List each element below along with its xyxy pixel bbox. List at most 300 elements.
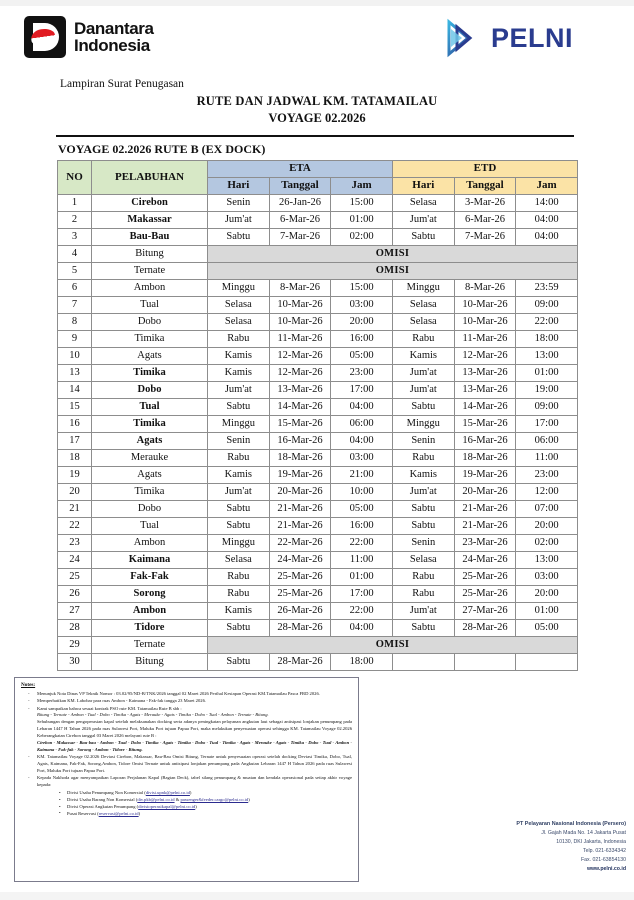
cell-etd-tanggal: 7-Mar-26 <box>454 229 516 246</box>
cell-pelabuhan: Tual <box>92 399 208 416</box>
cell-eta-tanggal: 21-Mar-26 <box>269 501 331 518</box>
header-etd-tanggal: Tanggal <box>454 178 516 195</box>
cell-etd-tanggal: 28-Mar-26 <box>454 620 516 637</box>
cell-eta-tanggal: 7-Mar-26 <box>269 229 331 246</box>
cell-eta-hari: Kamis <box>208 603 270 620</box>
cell-eta-hari: Sabtu <box>208 501 270 518</box>
cell-eta-hari: Kamis <box>208 467 270 484</box>
notes-recipient-list <box>37 790 352 818</box>
cell-etd-jam: 19:00 <box>516 382 578 399</box>
cell-etd-tanggal: 15-Mar-26 <box>454 416 516 433</box>
cell-pelabuhan: Makassar <box>92 212 208 229</box>
cell-etd-jam: 13:00 <box>516 552 578 569</box>
cell-eta-jam: 20:00 <box>331 314 393 331</box>
footer-fax: Fax. 021-63854130 <box>581 857 626 864</box>
cell-no: 9 <box>58 331 92 348</box>
cell-pelabuhan: Tual <box>92 518 208 535</box>
cell-eta-tanggal: 14-Mar-26 <box>269 399 331 416</box>
cell-etd-jam: 04:00 <box>516 229 578 246</box>
header-row-group <box>58 161 578 178</box>
cell-etd-hari: Rabu <box>392 586 454 603</box>
cell-eta-jam: 05:00 <box>331 501 393 518</box>
note-item-4 <box>21 754 352 775</box>
cell-eta-tanggal: 26-Jan-26 <box>269 195 331 212</box>
header-eta-jam: Jam <box>331 178 393 195</box>
cell-etd-hari: Sabtu <box>392 399 454 416</box>
cell-etd-jam: 01:00 <box>516 603 578 620</box>
cell-etd-jam: 07:00 <box>516 501 578 518</box>
header-pelabuhan: PELABUHAN <box>92 161 208 195</box>
table-row <box>58 416 578 433</box>
recipient-email-secondary[interactable]: passenger&feeder.cargo@pelni.co.id <box>180 797 249 803</box>
cell-omisi: OMISI <box>208 246 578 263</box>
cell-eta-hari: Kamis <box>208 348 270 365</box>
cell-pelabuhan: Timika <box>92 484 208 501</box>
recipient-item: • Divisi Operasi Angkutan Penumpang (divisioperasikapal@pelni.co.id) <box>59 804 352 811</box>
header-eta-hari: Hari <box>208 178 270 195</box>
table-row <box>58 212 578 229</box>
cell-eta-tanggal: 25-Mar-26 <box>269 586 331 603</box>
cell-etd-tanggal: 21-Mar-26 <box>454 501 516 518</box>
cell-no: 16 <box>58 416 92 433</box>
header-etd: ETD <box>392 161 577 178</box>
cell-etd-hari: Sabtu <box>392 229 454 246</box>
cell-pelabuhan: Dobo <box>92 382 208 399</box>
cell-eta-jam: 03:00 <box>331 450 393 467</box>
cell-pelabuhan: Dobo <box>92 314 208 331</box>
notes-box <box>14 677 359 882</box>
cell-etd-tanggal: 8-Mar-26 <box>454 280 516 297</box>
recipient-email[interactable]: reservasi@pelni.co.id <box>98 810 139 816</box>
danantara-wordmark-line1: Danantara <box>74 18 154 38</box>
cell-etd-hari: Senin <box>392 535 454 552</box>
cell-eta-jam: 05:00 <box>331 348 393 365</box>
cell-eta-tanggal: 20-Mar-26 <box>269 484 331 501</box>
note-item-3-body: Sehubungan dengan pengoperasian kapal setelah melaksanakan docking serta adanya peningkatan pelayanan angkutan laut sebagai antisipasi lonjakan penumpang pada Lebaran 1447 H Tahun 2026 pada ruas Sulawesi Port, Maluku Port tujuan Papua Port, maka melakukan penyesuaian operasi sehingga KM. Tatamailau Voyage 02.2026 Keberangkatan Cirebon tanggal 03 Maret 2026 melayani rute B : <box>37 719 352 739</box>
cell-etd-jam: 23:00 <box>516 467 578 484</box>
cell-no: 23 <box>58 535 92 552</box>
note-item-3 <box>21 706 352 754</box>
cell-etd-hari: Senin <box>392 433 454 450</box>
cell-eta-tanggal: 10-Mar-26 <box>269 314 331 331</box>
cell-etd-jam: 17:00 <box>516 416 578 433</box>
cell-etd-tanggal: 10-Mar-26 <box>454 314 516 331</box>
cell-no: 17 <box>58 433 92 450</box>
cell-eta-hari: Minggu <box>208 280 270 297</box>
cell-etd-hari: Selasa <box>392 552 454 569</box>
recipient-label: Divisi Usaha Penumpang Non Komersial <box>67 790 144 796</box>
table-row <box>58 450 578 467</box>
cell-no: 27 <box>58 603 92 620</box>
cell-etd-hari: Rabu <box>392 450 454 467</box>
cell-eta-hari: Selasa <box>208 552 270 569</box>
cell-etd-hari: Rabu <box>392 331 454 348</box>
cell-etd-tanggal: 19-Mar-26 <box>454 467 516 484</box>
cell-pelabuhan: Bau-Bau <box>92 229 208 246</box>
danantara-mark-icon <box>24 16 66 58</box>
cell-eta-tanggal: 6-Mar-26 <box>269 212 331 229</box>
cell-pelabuhan: Kaimana <box>92 552 208 569</box>
page-bottom-edge <box>0 892 634 900</box>
table-row <box>58 603 578 620</box>
cell-pelabuhan: Bitung <box>92 246 208 263</box>
cell-etd-tanggal: 21-Mar-26 <box>454 518 516 535</box>
cell-eta-jam: 21:00 <box>331 467 393 484</box>
footer-company: PT Pelayaran Nasional Indonesia (Persero) <box>516 821 626 827</box>
cell-eta-jam: 16:00 <box>331 518 393 535</box>
cell-pelabuhan: Tual <box>92 297 208 314</box>
cell-eta-hari: Jum'at <box>208 484 270 501</box>
cell-etd-hari: Selasa <box>392 195 454 212</box>
cell-eta-hari: Minggu <box>208 535 270 552</box>
cell-eta-jam: 04:00 <box>331 399 393 416</box>
cell-eta-hari: Sabtu <box>208 654 270 671</box>
cell-etd-jam: 18:00 <box>516 331 578 348</box>
recipient-label: Pusat Reservasi <box>67 810 96 816</box>
cell-pelabuhan: Fak-Fak <box>92 569 208 586</box>
cell-no: 5 <box>58 263 92 280</box>
cell-eta-jam: 17:00 <box>331 586 393 603</box>
cell-no: 24 <box>58 552 92 569</box>
voyage-route-heading: VOYAGE 02.2026 RUTE B (EX DOCK) <box>58 142 266 156</box>
footer-address <box>416 820 626 874</box>
cell-eta-tanggal: 19-Mar-26 <box>269 467 331 484</box>
cell-pelabuhan: Ambon <box>92 535 208 552</box>
cell-pelabuhan: Dobo <box>92 501 208 518</box>
cell-pelabuhan: Agats <box>92 348 208 365</box>
cell-etd-jam: 23:59 <box>516 280 578 297</box>
table-row <box>58 246 578 263</box>
cell-etd-tanggal <box>454 654 516 671</box>
cell-no: 10 <box>58 348 92 365</box>
cell-etd-hari: Jum'at <box>392 603 454 620</box>
cell-etd-hari: Selasa <box>392 297 454 314</box>
cell-etd-hari: Jum'at <box>392 365 454 382</box>
table-row <box>58 348 578 365</box>
note-item-2-text: Memperhatikan KM. Labobar para ruas Ambon - Kaimana - Fak-fak tangga 23 Maret 2026. <box>37 698 207 704</box>
cell-eta-tanggal: 22-Mar-26 <box>269 535 331 552</box>
cell-etd-jam: 14:00 <box>516 195 578 212</box>
table-row <box>58 518 578 535</box>
recipient-email-separator: & <box>175 797 180 803</box>
cell-eta-tanggal: 25-Mar-26 <box>269 569 331 586</box>
cell-pelabuhan: Timika <box>92 365 208 382</box>
table-row <box>58 280 578 297</box>
recipient-item: • Pusat Reservasi (reservasi@pelni.co.id) <box>59 811 352 818</box>
cell-no: 4 <box>58 246 92 263</box>
cell-no: 21 <box>58 501 92 518</box>
cell-etd-hari: Minggu <box>392 416 454 433</box>
recipient-label: Divisi Usaha Barang Non Komersial <box>67 797 135 803</box>
pelni-logo <box>444 18 573 58</box>
cell-etd-jam: 03:00 <box>516 569 578 586</box>
recipient-item: • Divisi Usaha Penumpang Non Komersial (divisi.upnk@pelni.co.id) <box>59 790 352 797</box>
cell-eta-jam: 11:00 <box>331 552 393 569</box>
cell-eta-tanggal: 15-Mar-26 <box>269 416 331 433</box>
cell-etd-jam: 02:00 <box>516 535 578 552</box>
cell-eta-jam: 06:00 <box>331 416 393 433</box>
logo-row <box>0 0 634 74</box>
table-row <box>58 467 578 484</box>
cell-no: 18 <box>58 450 92 467</box>
cell-eta-jam: 01:00 <box>331 212 393 229</box>
lampiran-label: Lampiran Surat Penugasan <box>60 78 184 90</box>
footer-website[interactable]: www.pelni.co.id <box>586 866 626 873</box>
notes-list <box>21 691 352 818</box>
cell-eta-hari: Senin <box>208 433 270 450</box>
recipient-item: • Divisi Usaha Barang Non Komersial (div.pkb@pelni.co.id & passenger&feeder.cargo@pelni.co.id) <box>59 797 352 804</box>
cell-pelabuhan: Timika <box>92 331 208 348</box>
cell-pelabuhan: Cirebon <box>92 195 208 212</box>
header-etd-hari: Hari <box>392 178 454 195</box>
cell-pelabuhan: Merauke <box>92 450 208 467</box>
cell-eta-hari: Rabu <box>208 331 270 348</box>
cell-eta-hari: Jum'at <box>208 382 270 399</box>
cell-no: 30 <box>58 654 92 671</box>
pelni-mark-icon <box>444 18 484 58</box>
cell-eta-tanggal: 16-Mar-26 <box>269 433 331 450</box>
cell-etd-hari: Jum'at <box>392 484 454 501</box>
recipient-label: Divisi Operasi Angkutan Penumpang <box>67 804 136 810</box>
cell-eta-tanggal: 10-Mar-26 <box>269 297 331 314</box>
cell-eta-hari: Sabtu <box>208 399 270 416</box>
cell-eta-jam: 15:00 <box>331 280 393 297</box>
table-row <box>58 620 578 637</box>
pelni-wordmark: PELNI <box>491 22 574 53</box>
cell-eta-tanggal: 8-Mar-26 <box>269 280 331 297</box>
cell-eta-tanggal: 28-Mar-26 <box>269 620 331 637</box>
note-item-1-text: Menunjuk Nota Dinas VP Teknik Nomor : 03.02/95/ND-B/TNK/2026 tanggal 02 Maret 2026 Perihal Kesiapan Operasi KM.Tatamailau Pasca FRD 2026. <box>37 690 320 696</box>
table-row <box>58 433 578 450</box>
recipient-email[interactable]: divisi.upnk@pelni.co.id <box>145 790 190 796</box>
cell-no: 22 <box>58 518 92 535</box>
danantara-logo <box>24 16 154 58</box>
cell-etd-hari: Rabu <box>392 569 454 586</box>
cell-eta-jam: 04:00 <box>331 433 393 450</box>
cell-etd-tanggal: 13-Mar-26 <box>454 365 516 382</box>
cell-etd-jam: 05:00 <box>516 620 578 637</box>
cell-eta-hari: Senin <box>208 195 270 212</box>
cell-eta-tanggal: 24-Mar-26 <box>269 552 331 569</box>
table-row <box>58 195 578 212</box>
cell-pelabuhan: Ternate <box>92 263 208 280</box>
cell-no: 13 <box>58 365 92 382</box>
cell-etd-jam: 20:00 <box>516 586 578 603</box>
cell-eta-tanggal: 12-Mar-26 <box>269 348 331 365</box>
cell-etd-tanggal: 12-Mar-26 <box>454 348 516 365</box>
cell-etd-jam: 09:00 <box>516 399 578 416</box>
cell-eta-tanggal: 26-Mar-26 <box>269 603 331 620</box>
cell-etd-hari <box>392 654 454 671</box>
cell-etd-tanggal: 3-Mar-26 <box>454 195 516 212</box>
footer-address-line1: Jl. Gajah Mada No. 14 Jakarta Pusat <box>541 830 626 837</box>
table-row <box>58 229 578 246</box>
cell-pelabuhan: Ambon <box>92 280 208 297</box>
cell-etd-tanggal: 10-Mar-26 <box>454 297 516 314</box>
note-item-1 <box>21 691 352 698</box>
cell-eta-jam: 04:00 <box>331 620 393 637</box>
cell-pelabuhan: Timika <box>92 416 208 433</box>
cell-no: 19 <box>58 467 92 484</box>
note-item-5 <box>21 775 352 817</box>
cell-eta-hari: Jum'at <box>208 212 270 229</box>
schedule-table-head <box>58 161 578 195</box>
cell-no: 8 <box>58 314 92 331</box>
cell-etd-hari: Sabtu <box>392 518 454 535</box>
table-row <box>58 263 578 280</box>
header-eta-tanggal: Tanggal <box>269 178 331 195</box>
cell-eta-hari: Kamis <box>208 365 270 382</box>
cell-etd-hari: Sabtu <box>392 620 454 637</box>
document-subtitle: VOYAGE 02.2026 <box>268 111 366 125</box>
cell-etd-jam: 04:00 <box>516 212 578 229</box>
cell-eta-jam: 16:00 <box>331 331 393 348</box>
cell-eta-jam: 03:00 <box>331 297 393 314</box>
cell-no: 20 <box>58 484 92 501</box>
cell-no: 7 <box>58 297 92 314</box>
cell-eta-hari: Minggu <box>208 416 270 433</box>
cell-pelabuhan: Agats <box>92 467 208 484</box>
cell-etd-tanggal: 27-Mar-26 <box>454 603 516 620</box>
cell-etd-jam: 06:00 <box>516 433 578 450</box>
cell-eta-tanggal: 12-Mar-26 <box>269 365 331 382</box>
header-no: NO <box>58 161 92 195</box>
cell-etd-hari: Kamis <box>392 348 454 365</box>
cell-etd-hari: Minggu <box>392 280 454 297</box>
table-row <box>58 654 578 671</box>
cell-eta-hari: Rabu <box>208 569 270 586</box>
cell-no: 26 <box>58 586 92 603</box>
cell-etd-jam: 12:00 <box>516 484 578 501</box>
cell-omisi: OMISI <box>208 637 578 654</box>
document-title: RUTE DAN JADWAL KM. TATAMAILAU <box>196 94 438 108</box>
note-item-3-route-pso: Bitung - Ternate - Ambon - Tual - Dobo - Timika - Agats - Merauke - Agats - Timika - Dobo - Tual - Ambon - Ternate - Bitung. <box>37 712 269 718</box>
table-row <box>58 365 578 382</box>
cell-no: 6 <box>58 280 92 297</box>
cell-eta-tanggal: 13-Mar-26 <box>269 382 331 399</box>
cell-etd-tanggal: 6-Mar-26 <box>454 212 516 229</box>
title-divider <box>56 135 574 137</box>
cell-etd-tanggal: 24-Mar-26 <box>454 552 516 569</box>
cell-etd-jam <box>516 654 578 671</box>
table-row <box>58 331 578 348</box>
cell-eta-hari: Rabu <box>208 586 270 603</box>
cell-eta-hari: Sabtu <box>208 229 270 246</box>
cell-etd-jam: 22:00 <box>516 314 578 331</box>
cell-etd-hari: Kamis <box>392 467 454 484</box>
cell-eta-tanggal: 21-Mar-26 <box>269 518 331 535</box>
cell-eta-jam: 10:00 <box>331 484 393 501</box>
cell-eta-hari: Rabu <box>208 450 270 467</box>
note-item-5-text: Kepada Nakhoda agar menyampaikan Laporan Perjalanan Kapal (Bagian Deck), tabel silang penumpang & muatan dan kendala operasional pada setiap akhir voyage kepada: <box>37 775 352 788</box>
recipient-email[interactable]: div.pkb@pelni.co.id <box>137 797 175 803</box>
cell-pelabuhan: Ternate <box>92 637 208 654</box>
cell-etd-jam: 11:00 <box>516 450 578 467</box>
cell-pelabuhan: Ambon <box>92 603 208 620</box>
cell-no: 14 <box>58 382 92 399</box>
cell-no: 15 <box>58 399 92 416</box>
note-item-4-text: KM. Tatamailau Voyage 02.2026 Deviasi Cirebon, Makassar, Bau-Bau Omisi Bitung, Ternate untuk penyesuaian operasi setelah docking Deviasi Timika, Dobo, Tual, Agats, Kaimana, Fak-Fak, Sorong,Ambon, Tidore Omisi Ternate untuk antisipasi lonjakan penumpang pada Angkutan Lebaran 1447 H Tahun 2026 pada ruas Sulawesi Port, Maluku Port tujuan Papua Port. <box>37 754 352 774</box>
table-row <box>58 535 578 552</box>
schedule-table-body <box>58 195 578 671</box>
schedule-table <box>57 160 578 671</box>
cell-eta-jam: 01:00 <box>331 569 393 586</box>
cell-etd-tanggal: 16-Mar-26 <box>454 433 516 450</box>
table-row <box>58 314 578 331</box>
cell-etd-tanggal: 18-Mar-26 <box>454 450 516 467</box>
table-row <box>58 637 578 654</box>
table-row <box>58 552 578 569</box>
cell-no: 2 <box>58 212 92 229</box>
cell-etd-jam: 13:00 <box>516 348 578 365</box>
footer-telephone: Telp. 021-6334342 <box>583 848 626 855</box>
danantara-wordmark <box>74 20 154 55</box>
table-row <box>58 501 578 518</box>
cell-etd-tanggal: 11-Mar-26 <box>454 331 516 348</box>
cell-etd-hari: Selasa <box>392 314 454 331</box>
cell-etd-hari: Jum'at <box>392 382 454 399</box>
notes-title: Notes: <box>21 682 36 688</box>
cell-no: 29 <box>58 637 92 654</box>
cell-omisi: OMISI <box>208 263 578 280</box>
note-item-3-route-new: Cirebon - Makassar - Bau-bau - Ambon - Tual - Dobo - Timika - Agats - Timika - Dobo - Tual - Timika - Agats - Merauke - Agats - Timika - Dobo - Tual - Ambon - Kaimana - Fak-fak - Sorong - Ambon - Tidore - Bitung. <box>37 740 352 752</box>
cell-eta-jam: 02:00 <box>331 229 393 246</box>
cell-etd-jam: 01:00 <box>516 365 578 382</box>
cell-etd-jam: 20:00 <box>516 518 578 535</box>
cell-no: 3 <box>58 229 92 246</box>
cell-pelabuhan: Sorong <box>92 586 208 603</box>
cell-etd-tanggal: 13-Mar-26 <box>454 382 516 399</box>
cell-eta-jam: 22:00 <box>331 535 393 552</box>
cell-eta-tanggal: 11-Mar-26 <box>269 331 331 348</box>
table-row <box>58 484 578 501</box>
note-item-3-lead: Kami sampaikan bahwa sesuai kontrak PSO rute KM. Tatamailau Rute B sbb : <box>37 705 182 711</box>
cell-eta-hari: Selasa <box>208 297 270 314</box>
recipient-email[interactable]: divisioperasikapal@pelni.co.id <box>138 804 196 810</box>
title-block <box>0 74 634 126</box>
cell-etd-hari: Jum'at <box>392 212 454 229</box>
table-row <box>58 399 578 416</box>
cell-eta-jam: 18:00 <box>331 654 393 671</box>
cell-pelabuhan: Tidore <box>92 620 208 637</box>
table-row <box>58 297 578 314</box>
table-row <box>58 569 578 586</box>
cell-eta-tanggal: 28-Mar-26 <box>269 654 331 671</box>
cell-eta-jam: 23:00 <box>331 365 393 382</box>
cell-eta-tanggal: 18-Mar-26 <box>269 450 331 467</box>
cell-pelabuhan: Bitung <box>92 654 208 671</box>
table-row <box>58 586 578 603</box>
danantara-wordmark-line2: Indonesia <box>74 36 150 55</box>
cell-etd-hari: Sabtu <box>392 501 454 518</box>
table-row <box>58 382 578 399</box>
note-item-2 <box>21 698 352 705</box>
cell-no: 1 <box>58 195 92 212</box>
header-etd-jam: Jam <box>516 178 578 195</box>
cell-no: 28 <box>58 620 92 637</box>
cell-eta-jam: 17:00 <box>331 382 393 399</box>
footer-address-line2: 10130, DKI Jakarta, Indonesia <box>556 839 626 846</box>
cell-eta-jam: 22:00 <box>331 603 393 620</box>
cell-etd-jam: 09:00 <box>516 297 578 314</box>
cell-eta-hari: Selasa <box>208 314 270 331</box>
cell-pelabuhan: Agats <box>92 433 208 450</box>
cell-etd-tanggal: 25-Mar-26 <box>454 586 516 603</box>
cell-etd-tanggal: 20-Mar-26 <box>454 484 516 501</box>
header-eta: ETA <box>208 161 393 178</box>
cell-eta-hari: Sabtu <box>208 620 270 637</box>
cell-etd-tanggal: 25-Mar-26 <box>454 569 516 586</box>
